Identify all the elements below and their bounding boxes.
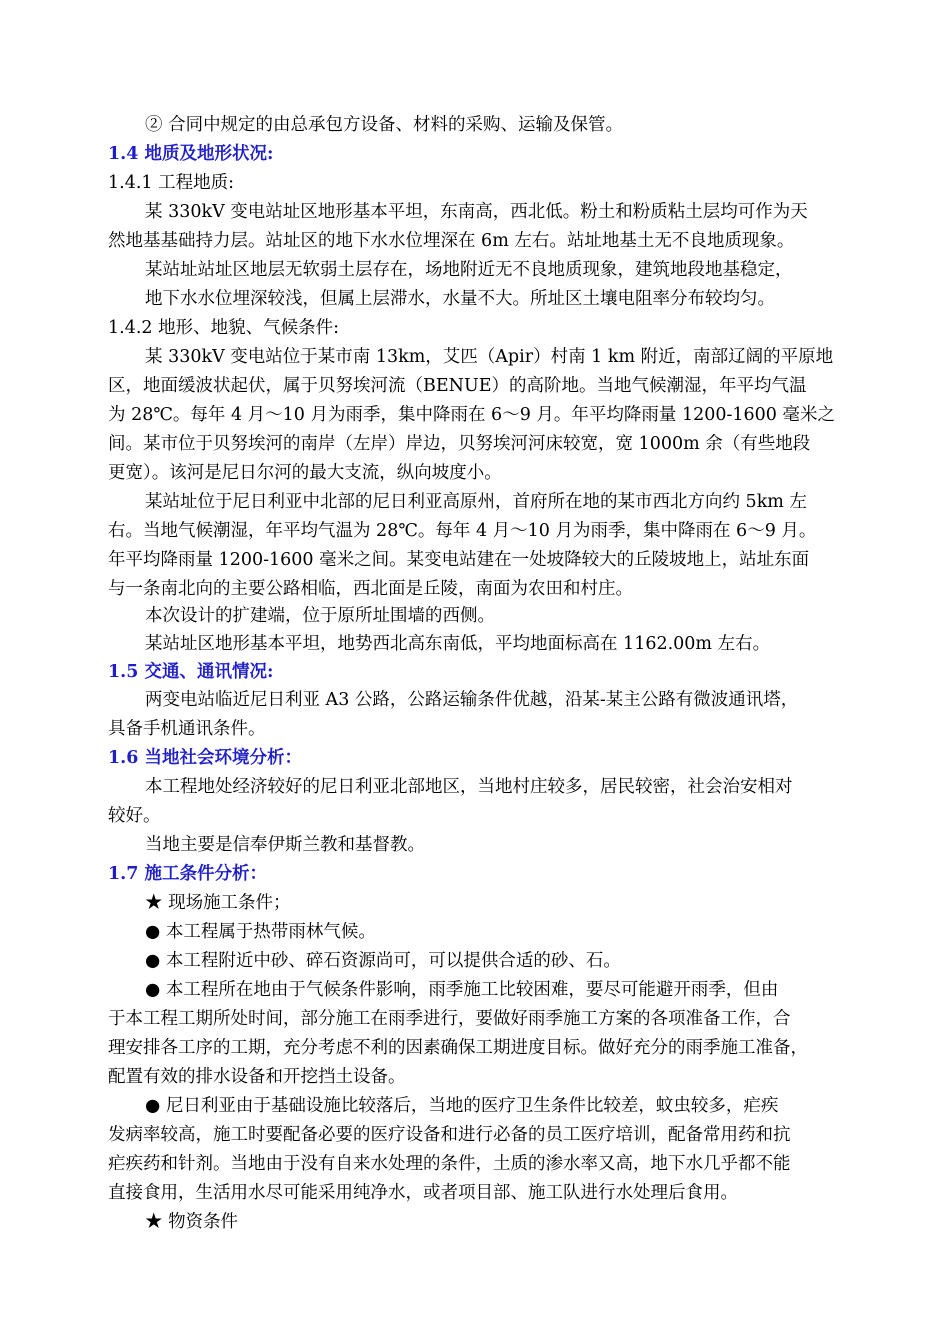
text-line: 本次设计的扩建端，位于原所址围墙的西侧。 bbox=[145, 606, 495, 626]
text-line: 更宽）。该河是尼日尔河的最大支流，纵向坡度小。 bbox=[108, 463, 502, 483]
text-line: 某站址区地形基本平坦，地势西北高东南低，平均地面标高在 1162.00m 左右。 bbox=[145, 634, 771, 654]
star-bullet-line: ★ 现场施工条件； bbox=[145, 893, 291, 913]
bullet-line: ● 本工程所在地由于气候条件影响，雨季施工比较困难，要尽可能避开雨季，但由 bbox=[145, 980, 779, 1000]
text-line: 疟疾药和针剂。当地由于没有自来水处理的条件，土质的渗水率又高，地下水几乎都不能 bbox=[108, 1154, 791, 1174]
section-heading-1-4: 1.4 地质及地形状况: bbox=[108, 144, 274, 164]
text-line: 本工程地处经济较好的尼日利亚北部地区，当地村庄较多，居民较密，社会治安相对 bbox=[145, 777, 793, 797]
text-line: 区，地面缓波状起伏，属于贝努埃河流（BENUE）的高阶地。当地气候潮湿，年平均气温 bbox=[108, 376, 807, 396]
text-line: 某站址位于尼日利亚中北部的尼日利亚高原州，首府所在地的某市西北方向约 5km 左 bbox=[145, 492, 807, 512]
text-line: 地下水水位埋深较浅，但属上层滞水，水量不大。所址区土壤电阻率分布较均匀。 bbox=[145, 289, 775, 309]
text-line: 配置有效的排水设备和开挖挡土设备。 bbox=[108, 1067, 406, 1087]
subsection-heading-1-4-1: 1.4.1 工程地质: bbox=[108, 173, 234, 193]
star-bullet-line: ★ 物资条件 bbox=[145, 1212, 239, 1232]
section-heading-1-7: 1.7 施工条件分析： bbox=[108, 864, 268, 884]
text-line: 右。当地气候潮湿，年平均气温为 28℃。每年 4 月～10 月为雨季，集中降雨在 6～9 月。 bbox=[108, 521, 817, 541]
section-heading-1-5: 1.5 交通、通讯情况: bbox=[108, 662, 274, 682]
text-line: 发病率较高，施工时要配备必要的医疗设备和进行必备的员工医疗培训，配备常用药和抗 bbox=[108, 1125, 791, 1145]
text-line: 间。某市位于贝努埃河的南岸（左岸）岸边，贝努埃河河床较宽，宽 1000m 余（有些地段 bbox=[108, 434, 811, 454]
text-line: 然地基基础持力层。站址区的地下水水位埋深在 6m 左右。站址地基土无不良地质现象。 bbox=[108, 231, 795, 251]
text-line: 直接食用，生活用水尽可能采用纯净水，或者项目部、施工队进行水处理后食用。 bbox=[108, 1183, 738, 1203]
text-line: 两变电站临近尼日利亚 A3 公路，公路运输条件优越，沿某-某主公路有微波通讯塔， bbox=[145, 690, 799, 710]
bullet-line: ● 本工程属于热带雨林气候。 bbox=[145, 922, 376, 942]
text-line: 具备手机通讯条件。 bbox=[108, 719, 266, 739]
bullet-line: ● 本工程附近中砂、碎石资源尚可，可以提供合适的砂、石。 bbox=[145, 951, 621, 971]
text-line: 某站址站址区地层无软弱土层存在，场地附近无不良地质现象，建筑地段地基稳定， bbox=[145, 260, 793, 280]
text-line: 理安排各工序的工期，充分考虑不利的因素确保工期进度目标。做好充分的雨季施工准备， bbox=[108, 1038, 808, 1058]
text-line: 与一条南北向的主要公路相临，西北面是丘陵，南面为农田和村庄。 bbox=[108, 579, 633, 599]
section-heading-1-6: 1.6 当地社会环境分析： bbox=[108, 748, 303, 768]
text-line: 某 330kV 变电站址区地形基本平坦，东南高，西北低。粉土和粉质粘土层均可作为天 bbox=[145, 202, 808, 222]
text-line: 较好。 bbox=[108, 806, 161, 826]
text-line: 某 330kV 变电站位于某市南 13km，艾匹（Apir）村南 1 km 附近，南部辽阔的平原地 bbox=[145, 347, 834, 367]
text-line: 为 28℃。每年 4 月～10 月为雨季，集中降雨在 6～9 月。年平均降雨量 1200-1600 毫米之 bbox=[108, 405, 835, 425]
text-line: 当地主要是信奉伊斯兰教和基督教。 bbox=[145, 835, 425, 855]
bullet-line: ● 尼日利亚由于基础设施比较落后，当地的医疗卫生条件比较差，蚊虫较多，疟疾 bbox=[145, 1096, 779, 1116]
text-line: 于本工程工期所处时间，部分施工在雨季进行，要做好雨季施工方案的各项准备工作，合 bbox=[108, 1009, 791, 1029]
text-line: 年平均降雨量 1200-1600 毫米之间。某变电站建在一处坡降较大的丘陵坡地上，站址东面 bbox=[108, 550, 810, 570]
subsection-heading-1-4-2: 1.4.2 地形、地貌、气候条件: bbox=[108, 318, 339, 338]
text-line: ② 合同中规定的由总承包方设备、材料的采购、运输及保管。 bbox=[145, 115, 624, 135]
